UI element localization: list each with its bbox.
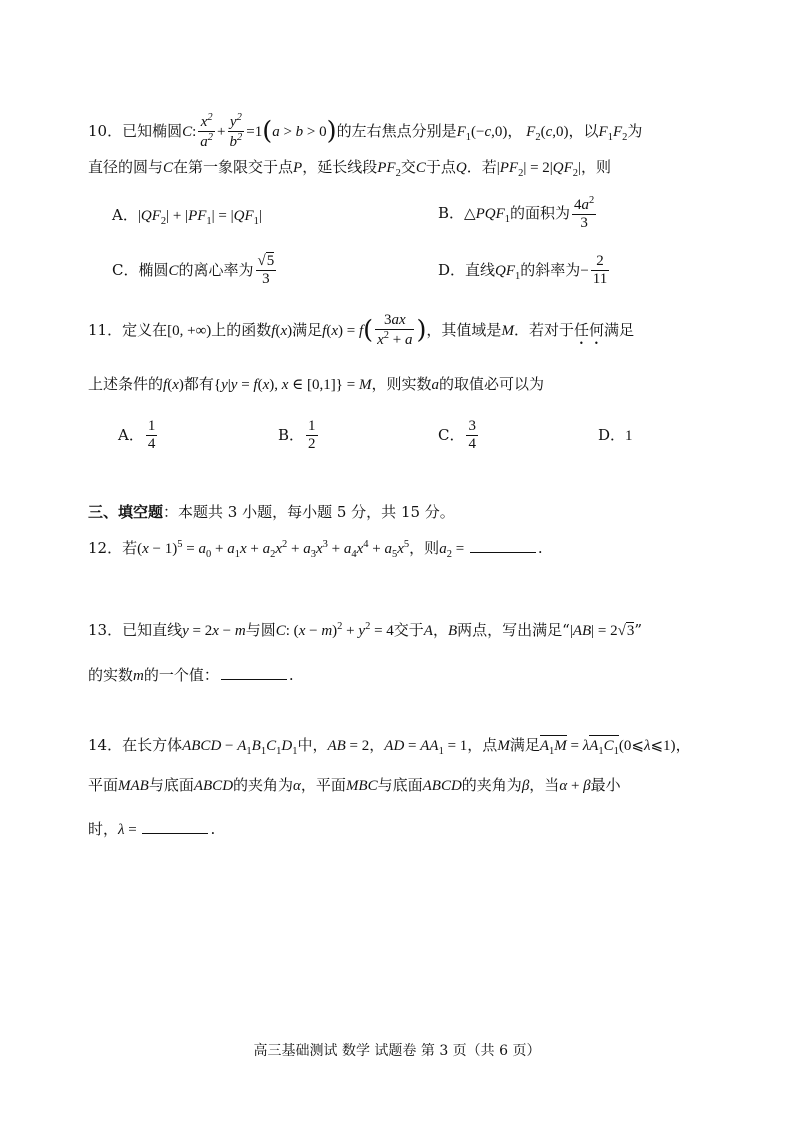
q14-line-3: 时，λ = . bbox=[88, 820, 216, 838]
q11-text: 定义在 bbox=[122, 320, 168, 339]
q14-text: 的夹角为 bbox=[233, 776, 294, 794]
q12-text: 若 bbox=[122, 539, 138, 557]
q14-text: 平面 bbox=[88, 776, 119, 794]
q13-text: ” bbox=[634, 621, 643, 639]
q10-line-2: 直径的圆与C在第一象限交于点P，延长线段$PF_2$交C于点Q．若$|PF_2| = 2|QF_2|$，则 bbox=[88, 158, 612, 179]
option-label: C． bbox=[112, 260, 139, 279]
q13-text: 交于 bbox=[393, 621, 424, 639]
q10-text: 的左右焦点分别是 bbox=[336, 121, 457, 140]
q14-text: ， bbox=[369, 736, 385, 754]
option-text: 的面积为 bbox=[510, 203, 571, 222]
q10-text: 于点 bbox=[425, 158, 456, 176]
q11-option-c: C． $\frac{3}{4}$ bbox=[438, 418, 476, 453]
option-label: D． bbox=[438, 260, 466, 279]
q11-emphasis: 任何 bbox=[573, 320, 604, 339]
option-label: A． bbox=[112, 206, 138, 224]
q11-text: 都有 bbox=[183, 375, 214, 393]
option-label: B． bbox=[278, 425, 305, 444]
q10-line-1: 10．已知椭圆C: $\frac{x^2}{a^2}$ + $\frac{y^2}{b^2}$ =1(a > b > 0)的左右焦点分别是$F_1(-c,0)$， $F_2(c,0)$，以$F_1F_2$为 bbox=[88, 112, 643, 151]
q14-text: 与底面 bbox=[377, 776, 423, 794]
q10-text: ，以 bbox=[568, 121, 599, 140]
q14-end: . bbox=[210, 820, 216, 838]
q11-line-2: 上述条件的f(x)都有{y|y = f(x), x ∈ [0,1]} = M，则实数a的取值必可以为 bbox=[88, 375, 544, 393]
q13-end: . bbox=[288, 666, 294, 684]
q13-line-2: 的实数m的一个值： . bbox=[88, 666, 294, 684]
q14-number: 14． bbox=[88, 736, 123, 754]
q12-line-1: 12．若$(x - 1)^5 = a_0 + a_1x + a_2x^2 + a_3x^3 + a_4x^4 + a_5x^5$，则$a_2$ = . bbox=[88, 539, 543, 560]
q10-text: 直径的圆与 bbox=[88, 158, 164, 176]
option-text: 椭圆 bbox=[138, 260, 169, 279]
q10-number: 10． bbox=[88, 121, 123, 140]
q13-text: 与圆 bbox=[245, 621, 276, 639]
q13-text: 的实数 bbox=[88, 666, 134, 684]
answer-blank[interactable] bbox=[221, 664, 287, 680]
q14-line-2: 平面MAB与底面ABCD的夹角为α，平面MBC与底面ABCD的夹角为β，当α + β最小 bbox=[88, 776, 621, 794]
q13-text: 已知直线 bbox=[122, 621, 183, 639]
page-footer: 高三基础测试 数学 试题卷 第 3 页（共 6 页） bbox=[253, 1043, 541, 1059]
q14-text: ，当 bbox=[529, 776, 560, 794]
answer-blank[interactable] bbox=[470, 537, 536, 553]
q11-option-a: A． $\frac{1}{4}$ bbox=[118, 418, 156, 453]
q10-text: 已知椭圆 bbox=[122, 121, 183, 140]
q14-text: ，平面 bbox=[300, 776, 346, 794]
q12-text: ，则 bbox=[409, 539, 440, 557]
q11-text: ，其值域是 bbox=[426, 320, 502, 339]
option-label: D． bbox=[598, 426, 626, 444]
q11-text: ．若对于 bbox=[513, 320, 574, 339]
q14-text: 的夹角为 bbox=[461, 776, 522, 794]
q12-number: 12． bbox=[88, 539, 123, 557]
q11-option-b: B． $\frac{1}{2}$ bbox=[278, 418, 316, 453]
q14-text: 与底面 bbox=[148, 776, 194, 794]
q11-text: 满足 bbox=[603, 320, 634, 339]
option-text: 的斜率为 bbox=[520, 260, 581, 279]
answer-blank[interactable] bbox=[142, 818, 208, 834]
q10-option-d: D．直线$QF_1$的斜率为− $\frac{2}{11}$ bbox=[438, 253, 608, 288]
q14-text: 在长方体 bbox=[122, 736, 183, 754]
q14-text: 时， bbox=[88, 820, 119, 838]
q14-text: 最小 bbox=[590, 776, 621, 794]
q10-option-c: C．椭圆C的离心率为 $\frac{√5}{3}$ bbox=[112, 253, 275, 288]
q14-text: ，点 bbox=[467, 736, 498, 754]
q14-line-1: 14．在长方体ABCD − $A_1B_1C_1D_1$中，AB = 2，AD = $AA_1 = 1$，点M满足$A_1M$ = $\lambda A_1C_1(0⩽\lambda⩽1)$， bbox=[88, 736, 691, 757]
q10-text: ，延长线段 bbox=[302, 158, 378, 176]
q13-text: 的一个值： bbox=[143, 666, 219, 684]
q11-text: 的取值必可以为 bbox=[438, 375, 544, 393]
q10-option-a: A．$|QF_2| + |PF_1| = |QF_1|$ bbox=[112, 206, 262, 227]
q14-text: ， bbox=[675, 736, 691, 754]
q10-text: 为 bbox=[627, 121, 643, 140]
section-heading bbox=[88, 505, 455, 520]
option-value: 1 bbox=[625, 428, 633, 444]
option-label: B． bbox=[438, 203, 465, 222]
q14-text: 满足 bbox=[509, 736, 540, 754]
q11-option-d bbox=[598, 428, 633, 444]
option-text: 的离心率为 bbox=[178, 260, 254, 279]
q11-text: 上的函数 bbox=[211, 320, 272, 339]
section-desc: ：本题共 3 小题，每小题 5 分，共 15 分。 bbox=[163, 503, 455, 521]
q10-text: 在第一象限交于点 bbox=[173, 158, 294, 176]
q11-text: ，则实数 bbox=[371, 375, 432, 393]
q11-text: 满足 bbox=[292, 320, 323, 339]
q12-end: . bbox=[537, 539, 543, 557]
q11-line-1: 11．定义在[0, +∞)上的函数f(x)满足f(x) = f( $\frac{3ax}{x^2 + a}$ )，其值域是M．若对于任何满足 bbox=[88, 312, 634, 349]
option-text: 直线 bbox=[465, 260, 496, 279]
q13-line-1: 13．已知直线y = 2x − m与圆C: $(x - m)^2 + y^2 = 4$交于A，B两点，写出满足“|AB| = 2√3” bbox=[88, 621, 643, 639]
option-label: A． bbox=[118, 425, 144, 444]
option-label: C． bbox=[438, 425, 465, 444]
q14-text: 中， bbox=[297, 736, 328, 754]
q11-number: 11． bbox=[88, 320, 123, 339]
section-title: 三、填空题 bbox=[88, 503, 164, 521]
q13-text: ， bbox=[432, 621, 448, 639]
q11-text: 上述条件的 bbox=[88, 375, 164, 393]
q10-option-b: B．$\triangle PQF_1$的面积为 $\frac{4a^2}{3}$ bbox=[438, 195, 595, 232]
q10-text: 交 bbox=[400, 158, 416, 176]
q10-text: ．若 bbox=[466, 158, 497, 176]
q10-text: ，则 bbox=[581, 158, 612, 176]
q13-text: 两点，写出满足“ bbox=[457, 621, 570, 639]
q13-number: 13． bbox=[88, 621, 123, 639]
